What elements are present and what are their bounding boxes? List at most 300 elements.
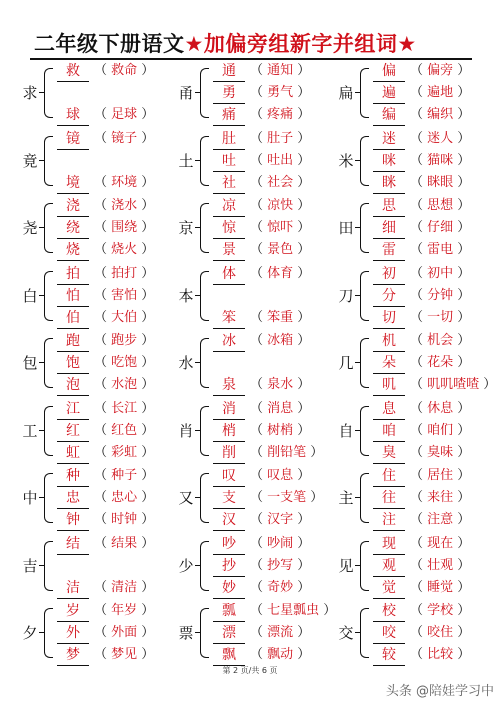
right-paren: ）: [453, 400, 471, 416]
word-group: [250, 197, 310, 215]
word-group: [410, 400, 470, 418]
word-group: [410, 219, 470, 237]
word-group: [250, 130, 310, 148]
right-paren: ）: [453, 647, 471, 662]
right-paren: ）: [479, 377, 497, 392]
right-paren: ）: [306, 490, 324, 505]
right-paren: ）: [137, 444, 155, 460]
left-paren: （: [410, 174, 428, 190]
brace-tip: [195, 227, 201, 228]
word-group: [94, 422, 154, 440]
right-paren: ）: [293, 422, 311, 438]
right-paren: ）: [293, 174, 311, 190]
word-group: [410, 579, 470, 597]
word-group: [250, 84, 310, 102]
right-paren: ）: [293, 557, 311, 573]
word-group: [250, 152, 310, 170]
right-paren: ）: [137, 512, 155, 527]
radical-root: 田: [338, 219, 354, 237]
word-text: 编织: [427, 107, 454, 122]
new-character: 伯: [66, 309, 80, 326]
answer-underline: [373, 508, 405, 509]
new-character: 往: [382, 490, 396, 506]
answer-underline: [57, 395, 89, 396]
word-group: [410, 511, 470, 529]
right-paren: ）: [293, 468, 311, 483]
left-paren: （: [94, 333, 112, 348]
answer-underline: [373, 554, 405, 555]
new-character: 浇: [66, 198, 80, 214]
left-paren: （: [410, 647, 428, 662]
word-group: [94, 62, 154, 80]
left-paren: （: [94, 355, 112, 370]
right-paren: ）: [453, 242, 471, 257]
left-paren: （: [410, 422, 428, 438]
answer-underline: [57, 193, 89, 194]
word-group: [410, 467, 470, 485]
brace-tip: [355, 160, 361, 161]
left-paren: （: [250, 579, 268, 595]
answer-underline: [213, 260, 245, 261]
answer-underline: [373, 103, 405, 104]
right-paren: ）: [137, 355, 155, 370]
word-text: 迷人: [427, 130, 454, 146]
answer-underline: [373, 441, 405, 442]
word-group: [250, 332, 310, 350]
right-paren: ）: [137, 287, 155, 303]
new-character: 瓢: [222, 603, 236, 619]
radical-root: 中: [22, 489, 38, 507]
new-character: 思: [382, 198, 396, 214]
new-character: 切: [382, 309, 396, 326]
answer-underline: [373, 260, 405, 261]
word-group: [410, 354, 470, 372]
word-text: 睡觉: [427, 579, 454, 595]
new-character: 眯: [382, 174, 396, 191]
word-text: 大伯: [111, 309, 138, 325]
word-text: 肚子: [267, 130, 294, 146]
word-group: [94, 376, 154, 394]
answer-underline: [213, 216, 245, 217]
left-paren: （: [250, 625, 268, 640]
word-group: [250, 422, 310, 440]
answer-underline: [213, 530, 245, 531]
answer-underline: [213, 598, 245, 599]
radical-root: 吉: [22, 556, 38, 575]
brace: [200, 203, 209, 253]
brace: [360, 608, 369, 658]
right-paren: ）: [137, 242, 155, 257]
left-paren: （: [410, 287, 428, 303]
brace-tip: [195, 160, 201, 161]
left-paren: （: [410, 444, 428, 460]
left-paren: （: [410, 309, 428, 325]
answer-underline: [373, 395, 405, 396]
brace: [360, 271, 369, 321]
new-character: 朵: [382, 355, 396, 371]
right-paren: ）: [293, 625, 311, 640]
answer-underline: [373, 328, 405, 329]
word-text: 初中: [427, 265, 454, 281]
new-character: 咪: [382, 152, 396, 169]
left-paren: （: [410, 603, 428, 618]
new-character: 泉: [222, 377, 236, 393]
answer-underline: [213, 81, 245, 82]
new-character: 梦: [66, 647, 80, 663]
new-character: 机: [382, 333, 396, 349]
new-character: 冰: [222, 333, 236, 349]
word-text: 比较: [427, 647, 454, 662]
new-character: 漂: [222, 625, 236, 641]
right-paren: ）: [293, 107, 311, 122]
left-paren: （: [250, 512, 268, 527]
brace: [44, 473, 53, 523]
new-character: 飘: [222, 647, 236, 663]
answer-underline: [57, 351, 89, 352]
radical-root: 刀: [338, 286, 354, 305]
word-text: 眯眼: [427, 174, 454, 190]
left-paren: （: [410, 107, 428, 122]
left-paren: （: [94, 647, 112, 662]
word-group: [94, 646, 154, 664]
new-character: 觉: [382, 579, 396, 596]
answer-underline: [57, 306, 89, 307]
page-title: [34, 28, 474, 58]
right-paren: ）: [453, 107, 471, 122]
word-text: 社会: [267, 174, 294, 190]
new-character: 叽: [382, 377, 396, 393]
answer-underline: [373, 149, 405, 150]
brace-tip: [195, 565, 201, 566]
new-character: 洁: [66, 579, 80, 596]
right-paren: ）: [453, 625, 471, 640]
word-text: 雷电: [427, 242, 454, 257]
left-paren: （: [94, 265, 112, 281]
left-paren: （: [410, 490, 428, 505]
brace: [360, 473, 369, 523]
left-paren: （: [250, 198, 268, 213]
left-paren: （: [94, 603, 112, 618]
radical-root: 求: [22, 84, 38, 102]
right-paren: ）: [293, 309, 311, 325]
word-group: [250, 579, 310, 597]
right-paren: ）: [453, 579, 471, 595]
left-paren: （: [410, 625, 428, 640]
answer-underline: [213, 284, 245, 285]
brace: [200, 271, 209, 321]
right-paren: ）: [137, 535, 155, 551]
word-group: [410, 265, 470, 283]
word-text: 疼痛: [267, 107, 294, 122]
right-paren: ）: [137, 579, 155, 595]
word-text: 猫咪: [427, 152, 454, 168]
word-text: 遍地: [427, 85, 454, 100]
answer-underline: [213, 351, 245, 352]
word-group: [250, 511, 310, 529]
word-group: [94, 511, 154, 529]
new-character: 抄: [222, 557, 236, 574]
word-text: 烧火: [111, 242, 138, 257]
word-text: 抄写: [267, 557, 294, 573]
right-paren: ）: [137, 333, 155, 348]
answer-underline: [213, 171, 245, 172]
word-text: 救命: [111, 63, 138, 78]
word-text: 彩虹: [111, 444, 138, 460]
answer-underline: [57, 81, 89, 82]
word-text: 吐出: [267, 152, 294, 168]
answer-underline: [57, 260, 89, 261]
brace-tip: [355, 295, 361, 296]
word-group: [94, 241, 154, 259]
word-text: 削铅笔: [267, 444, 307, 460]
right-paren: ）: [453, 557, 471, 573]
left-paren: （: [250, 85, 268, 100]
word-text: 居住: [427, 468, 454, 483]
word-text: 泉水: [267, 377, 294, 392]
answer-underline: [57, 598, 89, 599]
word-text: 注意: [427, 512, 454, 527]
brace: [200, 541, 209, 591]
right-paren: ）: [453, 309, 471, 325]
right-paren: ）: [453, 174, 471, 190]
left-paren: （: [410, 85, 428, 100]
new-character: 跑: [66, 333, 80, 349]
answer-underline: [213, 463, 245, 464]
new-character: 注: [382, 512, 396, 528]
brace: [360, 338, 369, 388]
word-text: 咱们: [427, 422, 454, 438]
left-paren: （: [94, 400, 112, 416]
new-character: 体: [222, 265, 236, 282]
left-paren: （: [410, 333, 428, 348]
word-group: [250, 376, 310, 394]
answer-underline: [57, 238, 89, 239]
brace: [200, 68, 209, 118]
word-group: [250, 489, 323, 507]
new-character: 息: [382, 400, 396, 417]
word-group: [94, 354, 154, 372]
answer-underline: [57, 621, 89, 622]
new-character: 支: [222, 490, 236, 506]
word-text: 休息: [427, 400, 454, 416]
word-text: 来往: [427, 490, 454, 505]
brace: [360, 541, 369, 591]
left-paren: （: [94, 63, 112, 78]
new-character: 怕: [66, 287, 80, 304]
left-paren: （: [250, 63, 268, 78]
word-group: [94, 535, 154, 553]
word-text: 浇水: [111, 198, 138, 213]
word-text: 学校: [427, 603, 454, 618]
word-group: [250, 467, 310, 485]
word-text: 拍打: [111, 265, 138, 281]
left-paren: （: [250, 557, 268, 573]
left-paren: （: [94, 444, 112, 460]
radical-root: 水: [178, 354, 194, 372]
title-red-part: ★加偏旁组新字并组词★: [184, 32, 417, 56]
word-text: 机会: [427, 333, 454, 348]
left-paren: （: [250, 603, 268, 618]
answer-underline: [373, 643, 405, 644]
new-character: 汉: [222, 512, 236, 528]
right-paren: ）: [137, 422, 155, 438]
right-paren: ）: [137, 377, 155, 392]
left-paren: （: [94, 220, 112, 235]
word-group: [250, 400, 310, 418]
right-paren: ）: [137, 490, 155, 505]
new-character: 笨: [222, 309, 236, 326]
answer-underline: [57, 554, 89, 555]
word-text: 时钟: [111, 512, 138, 527]
answer-underline: [57, 284, 89, 285]
right-paren: ）: [137, 198, 155, 213]
answer-underline: [57, 508, 89, 509]
answer-underline: [373, 373, 405, 374]
left-paren: （: [250, 174, 268, 190]
word-group: [410, 332, 470, 350]
radical-root: 甬: [178, 84, 194, 102]
word-group: [94, 130, 154, 148]
new-character: 镜: [66, 130, 80, 147]
radical-root: 票: [178, 624, 194, 642]
word-group: [410, 197, 470, 215]
word-text: 吃饱: [111, 355, 138, 370]
word-text: 凉快: [267, 198, 294, 213]
brace: [44, 338, 53, 388]
brace-tip: [355, 632, 361, 633]
new-character: 分: [382, 287, 396, 304]
new-character: 绕: [66, 220, 80, 236]
brace: [44, 203, 53, 253]
answer-underline: [373, 284, 405, 285]
answer-underline: [373, 576, 405, 577]
right-paren: ）: [453, 422, 471, 438]
right-paren: ）: [293, 535, 311, 551]
new-character: 景: [222, 242, 236, 258]
new-character: 咱: [382, 422, 396, 439]
right-paren: ）: [453, 468, 471, 483]
left-paren: （: [410, 535, 428, 551]
answer-underline: [213, 576, 245, 577]
left-paren: （: [410, 512, 428, 527]
right-paren: ）: [293, 400, 311, 416]
new-character: 臭: [382, 444, 396, 461]
right-paren: ）: [137, 625, 155, 640]
left-paren: （: [94, 309, 112, 325]
word-text: 笨重: [267, 309, 294, 325]
brace-tip: [355, 430, 361, 431]
left-paren: （: [94, 535, 112, 551]
left-paren: （: [410, 265, 428, 281]
answer-underline: [213, 193, 245, 194]
answer-underline: [373, 463, 405, 464]
answer-underline: [57, 373, 89, 374]
brace: [200, 608, 209, 658]
left-paren: （: [410, 557, 428, 573]
right-paren: ）: [453, 198, 471, 213]
word-text: 咬住: [427, 625, 454, 640]
word-text: 环境: [111, 174, 138, 190]
new-character: 忠: [66, 490, 80, 506]
new-character: 球: [66, 107, 80, 123]
radical-root: 竟: [22, 151, 38, 170]
word-text: 围绕: [111, 220, 138, 235]
answer-underline: [57, 463, 89, 464]
watermark: 头条 @陪娃学习中: [385, 684, 494, 699]
answer-underline: [213, 643, 245, 644]
new-character: 迷: [382, 130, 396, 147]
new-character: 梢: [222, 422, 236, 439]
right-paren: ）: [453, 85, 471, 100]
word-group: [94, 444, 154, 462]
word-group: [250, 62, 310, 80]
answer-underline: [373, 419, 405, 420]
word-group: [410, 602, 470, 620]
new-character: 勇: [222, 85, 236, 101]
right-paren: ）: [137, 220, 155, 235]
answer-underline: [57, 419, 89, 420]
right-paren: ）: [137, 63, 155, 78]
right-paren: ）: [453, 130, 471, 146]
radical-root: 少: [178, 556, 194, 575]
radical-root: 夕: [22, 624, 38, 642]
brace: [360, 136, 369, 186]
left-paren: （: [94, 174, 112, 190]
radical-root: 包: [22, 354, 38, 372]
word-group: [94, 332, 154, 350]
word-text: 七星瓢虫: [267, 603, 320, 618]
word-text: 一支笔: [267, 490, 307, 505]
left-paren: （: [410, 579, 428, 595]
word-group: [410, 174, 470, 192]
answer-underline: [213, 103, 245, 104]
word-group: [410, 287, 470, 305]
word-group: [410, 422, 470, 440]
word-group: [250, 535, 310, 553]
title-black-part: 二年级下册语文: [34, 32, 185, 56]
left-paren: （: [250, 377, 268, 392]
right-paren: ）: [293, 220, 311, 235]
brace: [44, 406, 53, 456]
word-group: [410, 557, 470, 575]
word-group: [94, 309, 154, 327]
answer-underline: [213, 508, 245, 509]
word-group: [94, 489, 154, 507]
word-group: [94, 579, 154, 597]
answer-underline: [213, 621, 245, 622]
word-group: [250, 174, 310, 192]
new-character: 拍: [66, 265, 80, 282]
word-text: 跑步: [111, 333, 138, 348]
word-group: [410, 444, 470, 462]
right-paren: ）: [453, 490, 471, 505]
answer-underline: [373, 621, 405, 622]
word-group: [410, 646, 470, 664]
left-paren: （: [94, 107, 112, 122]
new-character: 烧: [66, 242, 80, 258]
word-text: 红色: [111, 422, 138, 438]
brace-tip: [39, 497, 45, 498]
word-group: [410, 535, 470, 553]
answer-underline: [213, 149, 245, 150]
word-text: 体育: [267, 265, 294, 281]
word-text: 外面: [111, 625, 138, 640]
new-character: 饱: [66, 355, 80, 371]
right-paren: ）: [306, 444, 324, 460]
left-paren: （: [410, 198, 428, 213]
left-paren: （: [250, 647, 268, 662]
new-character: 初: [382, 265, 396, 282]
